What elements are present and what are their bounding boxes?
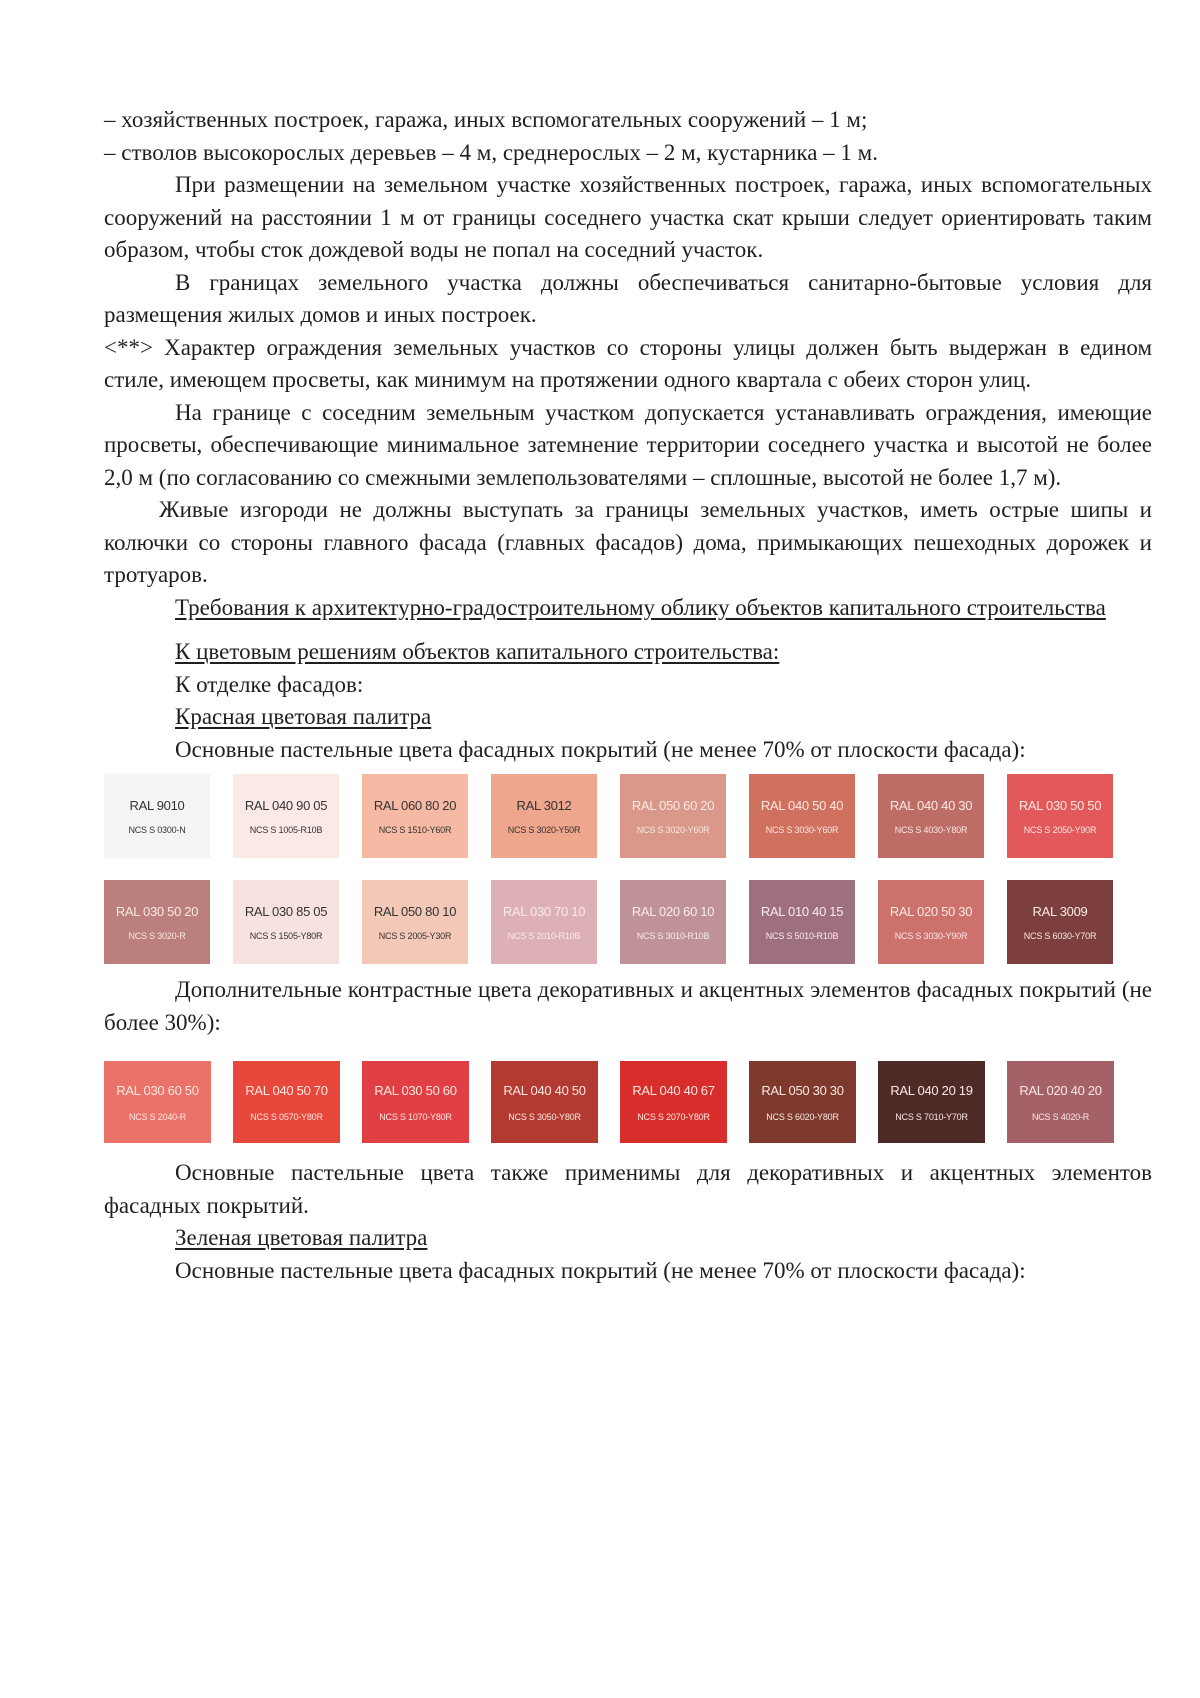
swatch-ral-code: RAL 030 50 20	[115, 903, 199, 919]
swatch-ncs-code: NCS S 0570-Y80R	[250, 1111, 323, 1122]
swatch-ncs-code: NCS S 1505-Y80R	[249, 930, 323, 941]
paragraph-trees-distance: – стволов высокорослых деревьев – 4 м, среднерослых – 2 м, кустарника – 1 м.	[104, 139, 878, 165]
swatch-ncs-code: NCS S 3050-Y80R	[508, 1111, 581, 1122]
color-swatch	[362, 880, 468, 964]
swatch-ral-code: RAL 030 50 60	[374, 1082, 457, 1098]
swatch-ncs-code: NCS S 2010-R10B	[507, 930, 581, 941]
spacer	[104, 624, 1152, 636]
swatch-ral-code: RAL 040 90 05	[244, 797, 328, 813]
swatch-ncs-code: NCS S 2050-Y90R	[1023, 824, 1097, 835]
color-swatch	[104, 774, 210, 858]
swatch-ral-code: RAL 050 60 20	[631, 797, 715, 813]
paragraph-roof-slope: При размещении на земельном участке хозяйственных построек, гаража, иных вспомогательных сооружений на расстоянии 1 м от границы соседнего участка скат крыши следует ориентировать таким образом, чтобы сток дождевой воды не попал на соседний участок.	[104, 172, 1152, 262]
heading-green-palette	[104, 1222, 1152, 1255]
color-swatch	[878, 880, 984, 964]
heading-architectural-requirements-text: Требования к архитектурно-градостроительному облику объектов капитального строительства	[175, 594, 1106, 620]
swatch-ncs-code: NCS S 1070-Y80R	[379, 1111, 452, 1122]
color-swatch	[749, 774, 855, 858]
heading-red-palette-text: Красная цветовая палитра	[175, 704, 432, 729]
color-swatch	[491, 774, 597, 858]
swatch-ncs-code: NCS S 3020-Y60R	[636, 824, 710, 835]
swatch-ral-code: RAL 020 50 30	[889, 903, 973, 919]
swatch-ncs-code: NCS S 1005-R10B	[249, 824, 323, 835]
paragraph-pastel-applicable: Основные пастельные цвета также применимы для декоративных и акцентных элементов фасадных покрытий.	[104, 1160, 1152, 1218]
swatch-ncs-code: NCS S 3010-R10B	[636, 930, 710, 941]
swatch-ncs-code: NCS S 1510-Y60R	[378, 824, 452, 835]
heading-color-solutions-text: К цветовым решениям объектов капитального строительства:	[175, 639, 780, 664]
swatch-ral-code: RAL 3012	[516, 797, 572, 813]
swatch-ncs-code: NCS S 7010-Y70R	[895, 1111, 968, 1122]
color-swatch	[1007, 880, 1113, 964]
swatch-ncs-code: NCS S 2040-R	[128, 1111, 187, 1122]
swatch-ral-code: RAL 050 30 30	[761, 1082, 844, 1098]
swatch-ncs-code: NCS S 3030-Y60R	[765, 824, 839, 835]
swatch-ral-code: RAL 3009	[1032, 903, 1088, 919]
swatch-ncs-code: NCS S 2070-Y80R	[637, 1111, 710, 1122]
color-swatch	[749, 1061, 856, 1143]
color-swatch	[104, 1061, 211, 1143]
swatch-row-red-main-1	[104, 766, 1152, 858]
paragraph-main-colors-red: Основные пастельные цвета фасадных покрытий (не менее 70% от плоскости фасада):	[175, 736, 1026, 762]
color-swatch	[362, 1061, 469, 1143]
color-swatch	[491, 880, 597, 964]
swatch-ral-code: RAL 030 60 50	[116, 1082, 199, 1098]
swatch-ral-code: RAL 030 85 05	[244, 903, 328, 919]
swatch-ral-code: RAL 020 40 20	[1019, 1082, 1102, 1098]
swatch-ral-code: RAL 040 50 70	[245, 1082, 328, 1098]
document-body	[104, 104, 1152, 1287]
swatch-ncs-code: NCS S 3020-R	[128, 930, 186, 941]
paragraph-outbuildings-distance: – хозяйственных построек, гаража, иных вспомогательных сооружений – 1 м;	[104, 107, 868, 132]
heading-facade-finish: К отделке фасадов:	[175, 671, 364, 697]
heading-color-solutions	[104, 636, 1152, 669]
swatch-ncs-code: NCS S 3020-Y50R	[507, 824, 581, 835]
swatch-ral-code: RAL 030 70 10	[502, 903, 586, 919]
swatch-ncs-code: NCS S 0300-N	[128, 824, 186, 835]
heading-red-palette	[104, 701, 1152, 734]
heading-architectural-requirements	[104, 592, 1152, 625]
swatch-ncs-code: NCS S 5010-R10B	[765, 930, 839, 941]
swatch-ral-code: RAL 040 40 30	[889, 797, 973, 813]
color-swatch	[749, 880, 855, 964]
paragraph-fence-style: <**> Характер ограждения земельных участков со стороны улицы должен быть выдержан в едином стиле, имеющем просветы, как минимум на протяжении одного квартала с обеих сторон улиц.	[104, 334, 1152, 392]
color-swatch	[104, 880, 210, 964]
color-swatch	[233, 1061, 340, 1143]
paragraph-sanitary-conditions: В границах земельного участка должны обеспечиваться санитарно-бытовые условия для размещения жилых домов и иных построек.	[104, 269, 1152, 327]
swatch-ncs-code: NCS S 2005-Y30R	[378, 930, 452, 941]
color-swatch	[620, 1061, 727, 1143]
swatch-ral-code: RAL 040 40 50	[503, 1082, 586, 1098]
swatch-ral-code: RAL 9010	[129, 797, 185, 813]
color-swatch	[878, 774, 984, 858]
swatch-ral-code: RAL 060 80 20	[373, 797, 457, 813]
swatch-ncs-code: NCS S 4030-Y80R	[894, 824, 968, 835]
paragraph-fence-neighbor: На границе с соседним земельным участком допускается устанавливать ограждения, имеющие просветы, обеспечивающие минимальное затемнение территории соседнего участка и высотой не более 2,0 м (по согласованию со смежными землепользователями – сплошные, высотой не более 1,7 м).	[104, 399, 1152, 490]
swatch-ncs-code: NCS S 6020-Y80R	[766, 1111, 839, 1122]
swatch-ncs-code: NCS S 6030-Y70R	[1023, 930, 1097, 941]
color-swatch	[620, 880, 726, 964]
color-swatch	[233, 880, 339, 964]
color-swatch	[233, 774, 339, 858]
swatch-ral-code: RAL 040 20 19	[890, 1082, 973, 1098]
swatch-ncs-code: NCS S 4020-R	[1031, 1111, 1090, 1122]
swatch-ral-code: RAL 040 40 67	[632, 1082, 715, 1098]
color-swatch	[362, 774, 468, 858]
swatch-row-red-main-2	[104, 858, 1152, 964]
swatch-ral-code: RAL 010 40 15	[760, 903, 844, 919]
swatch-ral-code: RAL 030 50 50	[1018, 797, 1102, 813]
color-swatch	[491, 1061, 598, 1143]
color-swatch	[1007, 1061, 1114, 1143]
swatch-ral-code: RAL 040 50 40	[760, 797, 844, 813]
color-swatch	[620, 774, 726, 858]
heading-green-palette-text: Зеленая цветовая палитра	[175, 1225, 428, 1250]
swatch-row-red-contrast	[104, 1039, 1152, 1143]
swatch-ncs-code: NCS S 3030-Y90R	[894, 930, 968, 941]
color-swatch	[1007, 774, 1113, 858]
paragraph-main-colors-green: Основные пастельные цвета фасадных покрытий (не менее 70% от плоскости фасада):	[175, 1257, 1026, 1283]
swatch-ral-code: RAL 020 60 10	[631, 903, 715, 919]
paragraph-contrast-colors: Дополнительные контрастные цвета декоративных и акцентных элементов фасадных покрытий (не более 30%):	[104, 977, 1152, 1035]
swatch-ral-code: RAL 050 80 10	[373, 903, 457, 919]
color-swatch	[878, 1061, 985, 1143]
paragraph-hedges: Живые изгороди не должны выступать за границы земельных участков, иметь острые шипы и колючки со стороны главного фасада (главных фасадов) дома, примыкающих пешеходных дорожек и тротуаров.	[104, 497, 1152, 587]
